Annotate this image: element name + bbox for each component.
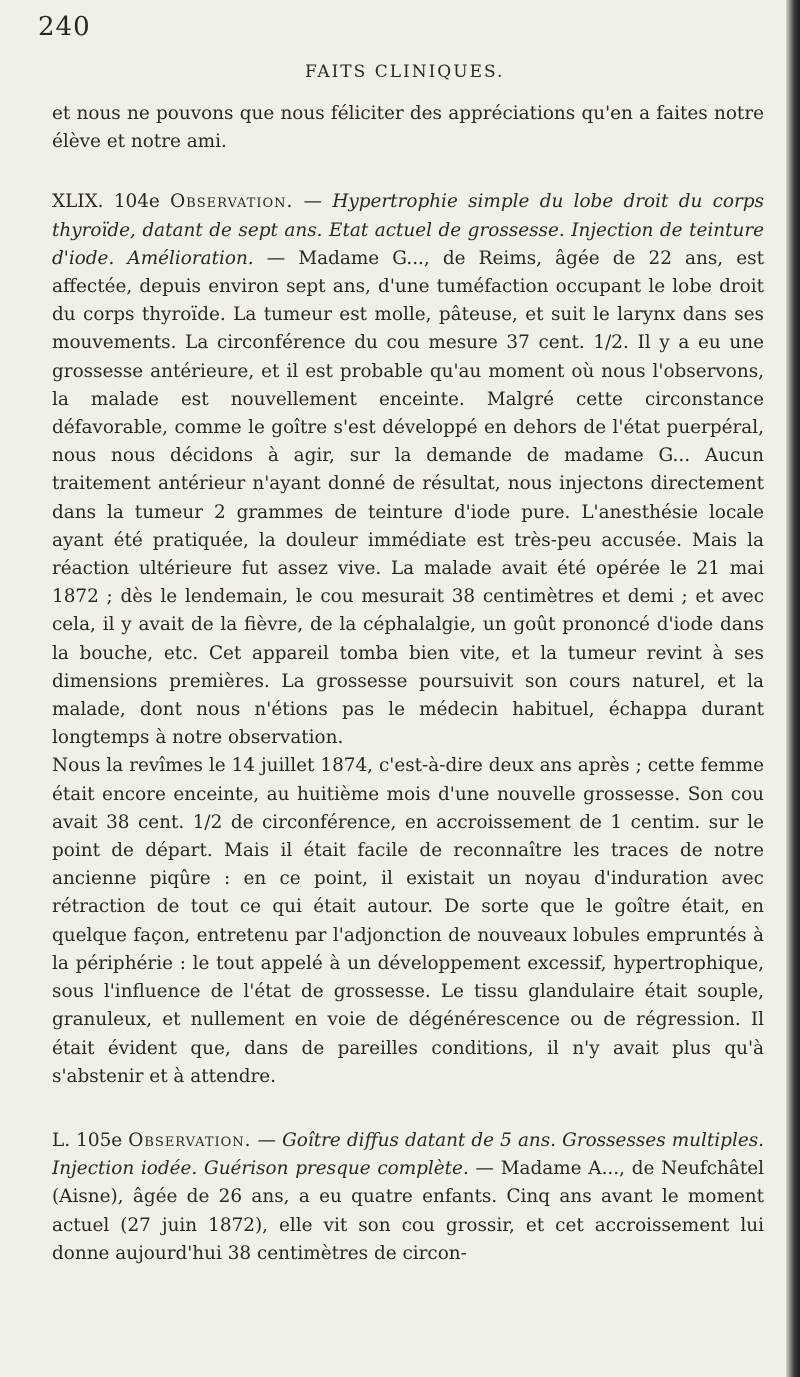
observation-50-text-1: Madame A..., de Neufchâtel (Aisne), âgée de 26 ans, a eu quatre enfants. Cinq ans avant le moment actuel (27 juin 1872), elle vit son cou grossir, et cet accroissement lui donne aujourd'hui 38 centimètres de circon- [52,1158,764,1264]
observation-49-text-1: Madame G..., de Reims, âgée de 22 ans, est affectée, depuis environ sept ans, d'une tuméfaction occupant le lobe droit du corps thyroïde. La tumeur est molle, pâteuse, et suit le larynx dans ses mouvements. La circonférence du cou mesure 37 cent. 1/2. Il y a eu une grossesse antérieure, et il est probable qu'au moment où nous l'observons, la malade est nouvellement enceinte. Malgré cette circonstance défavorable, comme le goître s'est développé en dehors de l'état puerpéral, nous nous décidons à agir, sur la demande de madame G... Aucun traitement antérieur n'ayant donné de résultat, nous injectons directement dans la tumeur 2 grammes de teinture d'iode pure. L'anesthésie locale ayant été pratiquée, la douleur immédiate est très-peu accusée. Mais la réaction ultérieure fut assez vive. La malade avait été opérée le 21 mai 1872 ; dès le lendemain, le cou mesurait 38 centimètres et demi ; et avec cela, il y avait de la fièvre, de la céphalalgie, un goût prononcé d'iode dans la bouche, etc. Cet appareil tomba bien vite, et la tumeur revint à ses dimensions premières. La grossesse poursuivit son cours naturel, et la malade, dont nous n'étions pas le médecin habituel, échappa durant longtemps à notre observation. [52,247,764,749]
dash-2: — [266,247,286,269]
observation-50-ordinal: 105e [76,1129,123,1151]
observation-49-number: XLIX. [52,191,104,213]
dash-4: — [475,1158,494,1180]
body-text [52,100,764,1268]
running-head: FAITS CLINIQUES. [305,62,505,82]
observation-49-paragraph-2: Nous la revîmes le 14 juillet 1874, c'est-à-dire deux ans après ; cette femme était encore enceinte, au huitième mois d'une nouvelle grossesse. Son cou avait 38 cent. 1/2 de circonférence, en accroissement de 1 centim. sur le point de départ. Mais il était facile de reconnaître les traces de notre ancienne piqûre : en ce point, il existait un noyau d'induration avec rétraction de tout ce qui était autour. De sorte que le goître était, en quelque façon, entretenu par l'adjonction de nouveaux lobules empruntés à la périphérie : le tout appelé à un développement excessif, hypertrophique, sous l'influence de l'état de grossesse. Le tissu glandulaire était souple, granuleux, et nullement en voie de dégénérescence ou de régression. Il était évident que, dans de pareilles conditions, il n'y avait plus qu'à s'abstenir et à attendre. [52,755,764,1087]
opening-paragraph: et nous ne pouvons que nous féliciter des appréciations qu'en a faites notre élève et notre ami. [52,103,764,153]
observation-50-label: Observation. [128,1129,252,1151]
observation-49-ordinal: 104e [113,191,160,213]
observation-50-intro [52,1127,764,1268]
page-number: 240 [38,12,91,42]
dash-1: — [303,191,323,213]
page-edge-shadow [786,0,800,1377]
observation-49-intro [52,188,764,752]
observation-49-label: Observation. [170,191,294,213]
observation-50-title: Goître diffus datant de 5 ans. Grossesses multiples. Injection iodée. Guérison presque complète. [52,1129,764,1180]
page-header [38,12,758,82]
dash-3: — [257,1129,276,1151]
observation-49-title: Hypertrophie simple du lobe droit du corps thyroïde, datant de sept ans. Etat actuel de grossesse. Injection de teinture d'iode. Amélioration. [52,191,764,269]
observation-50-number: L. [52,1129,71,1151]
